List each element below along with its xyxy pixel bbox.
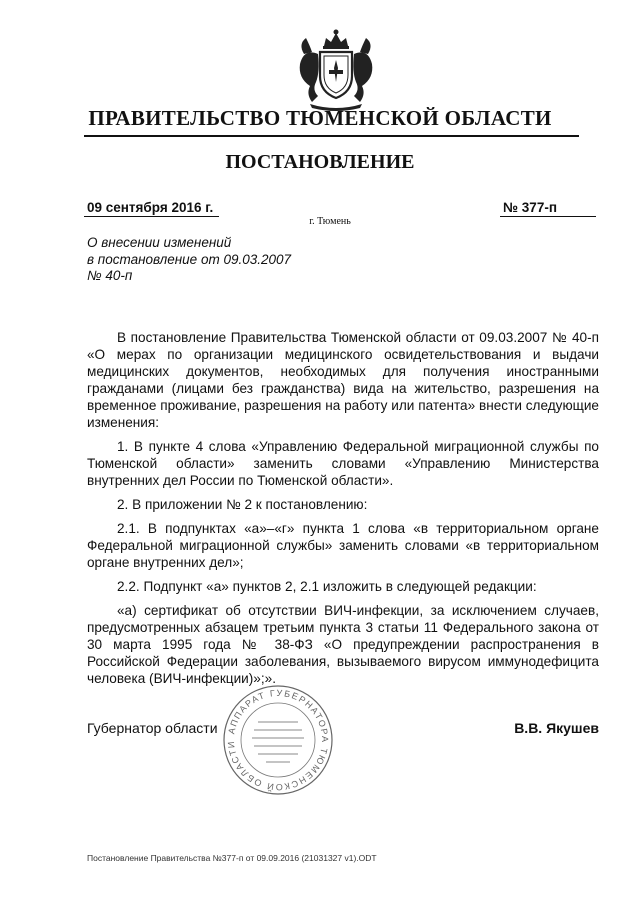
document-body [87,329,599,694]
document-date: 09 сентября 2016 г. [87,200,214,215]
coat-of-arms-emblem [290,24,382,112]
signature-block [87,720,599,744]
subject-line: О внесении изменений [87,235,232,250]
body-paragraph: 1. В пункте 4 слова «Управлению Федеральной миграционной службы по Тюменской области» заменить словами «Управлению Министерства внутренних дел России по Тюменской области». [87,439,599,488]
footer-file-reference: Постановление Правительства №377-п от 09.09.2016 (21031327 v1).ODT [87,853,377,863]
subject-line: № 40-п [87,268,133,283]
stamp-ring-text: АППАРАТ ГУБЕРНАТОРА ТЮМЕНСКОЙ ОБЛАСТИ [225,687,331,793]
signatory-name: В.В. Якушев [514,720,599,736]
government-title: ПРАВИТЕЛЬСТВО ТЮМЕНСКОЙ ОБЛАСТИ [88,106,552,130]
document-city: г. Тюмень [309,216,351,227]
body-paragraph: 2.2. Подпункт «а» пунктов 2, 2.1 изложить в следующей редакции: [117,579,537,594]
body-paragraph: 2.1. В подпунктах «а»–«г» пункта 1 слова «в территориальном органе Федеральной миграционной службы» заменить словами «в территориальном органе внутренних дел»; [87,521,599,570]
signatory-position: Губернатор области [87,720,218,736]
body-paragraph: 2. В приложении № 2 к постановлению: [117,497,368,512]
document-subject [87,235,291,285]
document-type-heading: ПОСТАНОВЛЕНИЕ [225,151,415,173]
document-number: № 377-п [503,200,557,215]
subject-line: в постановление от 09.03.2007 [87,251,292,267]
title-underline [84,135,579,137]
body-paragraph: В постановление Правительства Тюменской области от 09.03.2007 № 40-п «О мерах по организации медицинского освидетельствования и выдачи медицинских документов, необходимых для получения иностранными гражданами (лицами без гражданства) вида на жительство, разрешения на временное проживание, разрешения на работу или патента» внести следующие изменения: [87,330,599,430]
body-paragraph: «а) сертификат об отсутствии ВИЧ-инфекции, за исключением случаев, предусмотренных абзацем третьим пункта 3 статьи 11 Федерального закона от 30 марта 1995 года № 38-ФЗ «О предупреждении распространения в Российской Федерации заболевания, вызываемого вирусом иммунодефицита человека (ВИЧ-инфекции)»;». [87,603,599,686]
